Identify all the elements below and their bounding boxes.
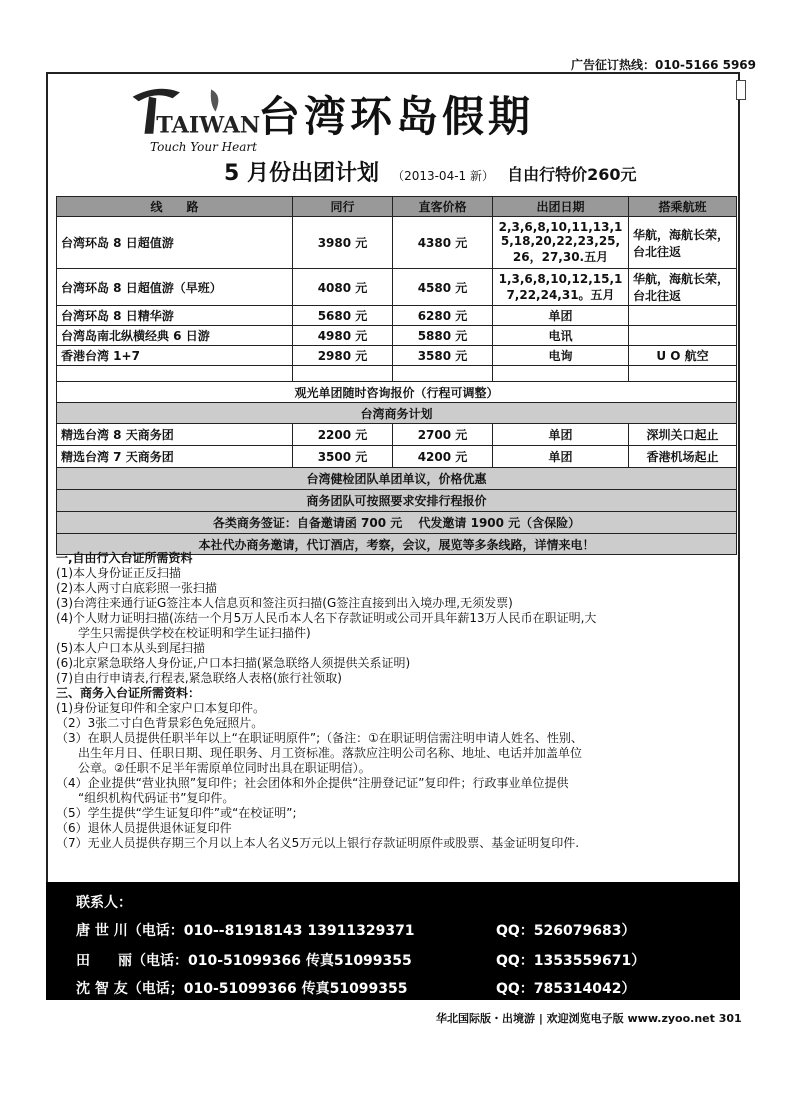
logo-tagline: Touch Your Heart xyxy=(150,140,257,154)
sightseeing-note: 观光单团随时咨询报价（行程可调整） xyxy=(57,382,737,403)
note-row xyxy=(57,512,737,534)
table-header-row xyxy=(57,197,737,217)
special-price: 自由行特价260元 xyxy=(507,165,637,184)
route-cell: 台湾环岛 8 日超值游（早班） xyxy=(57,269,293,306)
peer-price-cell: 4080 元 xyxy=(293,269,393,306)
list-item: （3）在职人员提供任职半年以上“在职证明原件”;（备注：①在职证明信需注明申请人姓名、性别、 xyxy=(56,731,583,745)
list-item: (6)北京紧急联络人身份证,户口本扫描(紧急联络人须提供关系证明) xyxy=(56,656,411,670)
contact-qq: QQ：1353559671） xyxy=(496,953,646,969)
list-item: “组织机构代码证书”复印件。 xyxy=(78,791,235,805)
dates-cell: 1,3,6,8,10,12,15,17,22,24,31。五月 xyxy=(493,269,629,306)
brand-title: 台湾环岛假期 xyxy=(258,92,535,141)
route-cell: 台湾岛南北纵横经典 6 日游 xyxy=(57,326,293,346)
flight-cell: 香港机场起止 xyxy=(629,446,737,468)
list-item: （6）退休人员提供退休证复印件 xyxy=(56,821,232,835)
section-row xyxy=(57,403,737,424)
ad-hotline: 广告征订热线：010-5166 5969 xyxy=(570,58,756,72)
contact-info: 唐 世 川（电话：010--81918143 13911329371 xyxy=(76,923,415,939)
list-item: (7)自由行申请表,行程表,紧急联络人表格(旅行社领取) xyxy=(56,671,342,685)
list-item: (1)本人身份证正反扫描 xyxy=(56,566,181,580)
peer-price-cell: 3980 元 xyxy=(293,217,393,269)
dates-cell: 单团 xyxy=(493,306,629,326)
retail-price-cell: 3580 元 xyxy=(393,346,493,366)
peer-price-cell: 5680 元 xyxy=(293,306,393,326)
dates-cell: 电询 xyxy=(493,346,629,366)
business-title: 台湾商务计划 xyxy=(57,403,737,424)
retail-price-cell: 4200 元 xyxy=(393,446,493,468)
flight-cell: 华航，海航长荣，台北往返 xyxy=(629,217,737,269)
retail-price-cell: 5880 元 xyxy=(393,326,493,346)
header-retail-price: 直客价格 xyxy=(393,197,493,217)
list-item: (3)台湾往来通行证G签注本人信息页和签注页扫描(G签注直接到出入境办理,无须发票) xyxy=(56,596,513,610)
retail-price-cell: 4380 元 xyxy=(393,217,493,269)
flight-cell: U O 航空 xyxy=(629,346,737,366)
note-row xyxy=(57,468,737,490)
retail-price-cell: 2700 元 xyxy=(393,424,493,446)
contact-title: 联系人： xyxy=(76,895,132,911)
list-item: （2）3张二寸白色背景彩色免冠照片。 xyxy=(56,716,264,730)
logo-wordmark: TAIWAN xyxy=(156,112,261,139)
tour-table xyxy=(56,196,737,555)
list-item: （7）无业人员提供存期三个月以上本人名义5万元以上银行存款证明原件或股票、基金证明复印件. xyxy=(56,836,580,850)
plan-title: 5 月份出团计划 xyxy=(224,161,379,186)
flight-cell: 深圳关口起止 xyxy=(629,424,737,446)
route-cell: 精选台湾 8 天商务团 xyxy=(57,424,293,446)
retail-price-cell: 4580 元 xyxy=(393,269,493,306)
header-departure-dates: 出团日期 xyxy=(493,197,629,217)
flight-cell: 华航，海航长荣，台北往返 xyxy=(629,269,737,306)
update-date: （2013-04-1 新） xyxy=(392,169,494,183)
note-row xyxy=(57,382,737,403)
table-row xyxy=(57,306,737,326)
contact-info: 沈 智 友（电话；010-51099366 传真51099355 xyxy=(76,981,408,997)
subheading xyxy=(224,156,636,187)
header-flight: 搭乘航班 xyxy=(629,197,737,217)
peer-price-cell: 3500 元 xyxy=(293,446,393,468)
corner-tab xyxy=(736,80,746,100)
header-peer-price: 同行 xyxy=(293,197,393,217)
health-check-note: 台湾健检团队单团单议，价格优惠 xyxy=(57,468,737,490)
contact-row xyxy=(76,950,646,970)
table-row xyxy=(57,446,737,468)
dates-cell: 电讯 xyxy=(493,326,629,346)
page-footer: 华北国际版・出境游 | 欢迎浏览电子版 www.zyoo.net 301 xyxy=(436,1012,742,1025)
dates-cell: 2,3,6,8,10,11,13,15,18,20,22,23,25,26，27,30.五月 xyxy=(493,217,629,269)
flight-cell xyxy=(629,326,737,346)
contact-qq: QQ：785314042） xyxy=(496,981,636,997)
visa-note: 各类商务签证：自备邀请函 700 元 代发邀请 1900 元（含保险） xyxy=(57,512,737,534)
list-item: (5)本人户口本从头到尾扫描 xyxy=(56,641,205,655)
business-team-note: 商务团队可按照要求安排行程报价 xyxy=(57,490,737,512)
peer-price-cell: 4980 元 xyxy=(293,326,393,346)
list-item: (4)个人财力证明扫描(冻结一个月5万人民币本人名下存款证明或公司开具年薪13万人民币在职证明,大 xyxy=(56,611,597,625)
list-item: 公章。②任职不足半年需原单位同时出具在职证明信）。 xyxy=(78,761,371,775)
list-item: (1)身份证复印件和全家户口本复印件。 xyxy=(56,701,265,715)
flight-cell xyxy=(629,306,737,326)
list-item: （5）学生提供“学生证复印件”或“在校证明”; xyxy=(56,806,297,820)
contact-panel xyxy=(46,882,740,1000)
list-item: 出生年月日、任职日期、现任职务、月工资标准。落款应注明公司名称、地址、电话并加盖单位 xyxy=(78,746,583,760)
retail-price-cell: 6280 元 xyxy=(393,306,493,326)
contact-row xyxy=(76,920,636,940)
requirements xyxy=(56,551,736,851)
list-item: (2)本人两寸白底彩照一张扫描 xyxy=(56,581,217,595)
table-row xyxy=(57,424,737,446)
dates-cell: 单团 xyxy=(493,424,629,446)
contact-info: 田 丽（电话：010-51099366 传真51099355 xyxy=(76,953,412,969)
list-item: （4）企业提供“营业执照”复印件；社会团体和外企提供“注册登记证”复印件；行政事业单位提供 xyxy=(56,776,569,790)
table-row xyxy=(57,346,737,366)
route-cell: 台湾环岛 8 日精华游 xyxy=(57,306,293,326)
header-route: 线 路 xyxy=(57,197,293,217)
peer-price-cell: 2200 元 xyxy=(293,424,393,446)
note-row xyxy=(57,490,737,512)
route-cell: 精选台湾 7 天商务团 xyxy=(57,446,293,468)
contact-qq: QQ：526079683） xyxy=(496,923,636,939)
list-item: 学生只需提供学校在校证明和学生证扫描件) xyxy=(78,626,311,640)
peer-price-cell: 2980 元 xyxy=(293,346,393,366)
contact-row xyxy=(76,978,636,998)
section1-title: 一,自由行入台证所需资料 xyxy=(56,551,193,565)
services-note: 本社代办商务邀请，代订酒店，考察，会议，展览等多条线路，详情来电！ xyxy=(57,534,737,555)
route-cell: 台湾环岛 8 日超值游 xyxy=(57,217,293,269)
table-row xyxy=(57,326,737,346)
route-cell: 香港台湾 1+7 xyxy=(57,346,293,366)
empty-row xyxy=(57,366,737,382)
dates-cell: 单团 xyxy=(493,446,629,468)
section2-title: 三、商务入台证所需资料： xyxy=(56,686,201,700)
table-row xyxy=(57,217,737,269)
table-row xyxy=(57,269,737,306)
